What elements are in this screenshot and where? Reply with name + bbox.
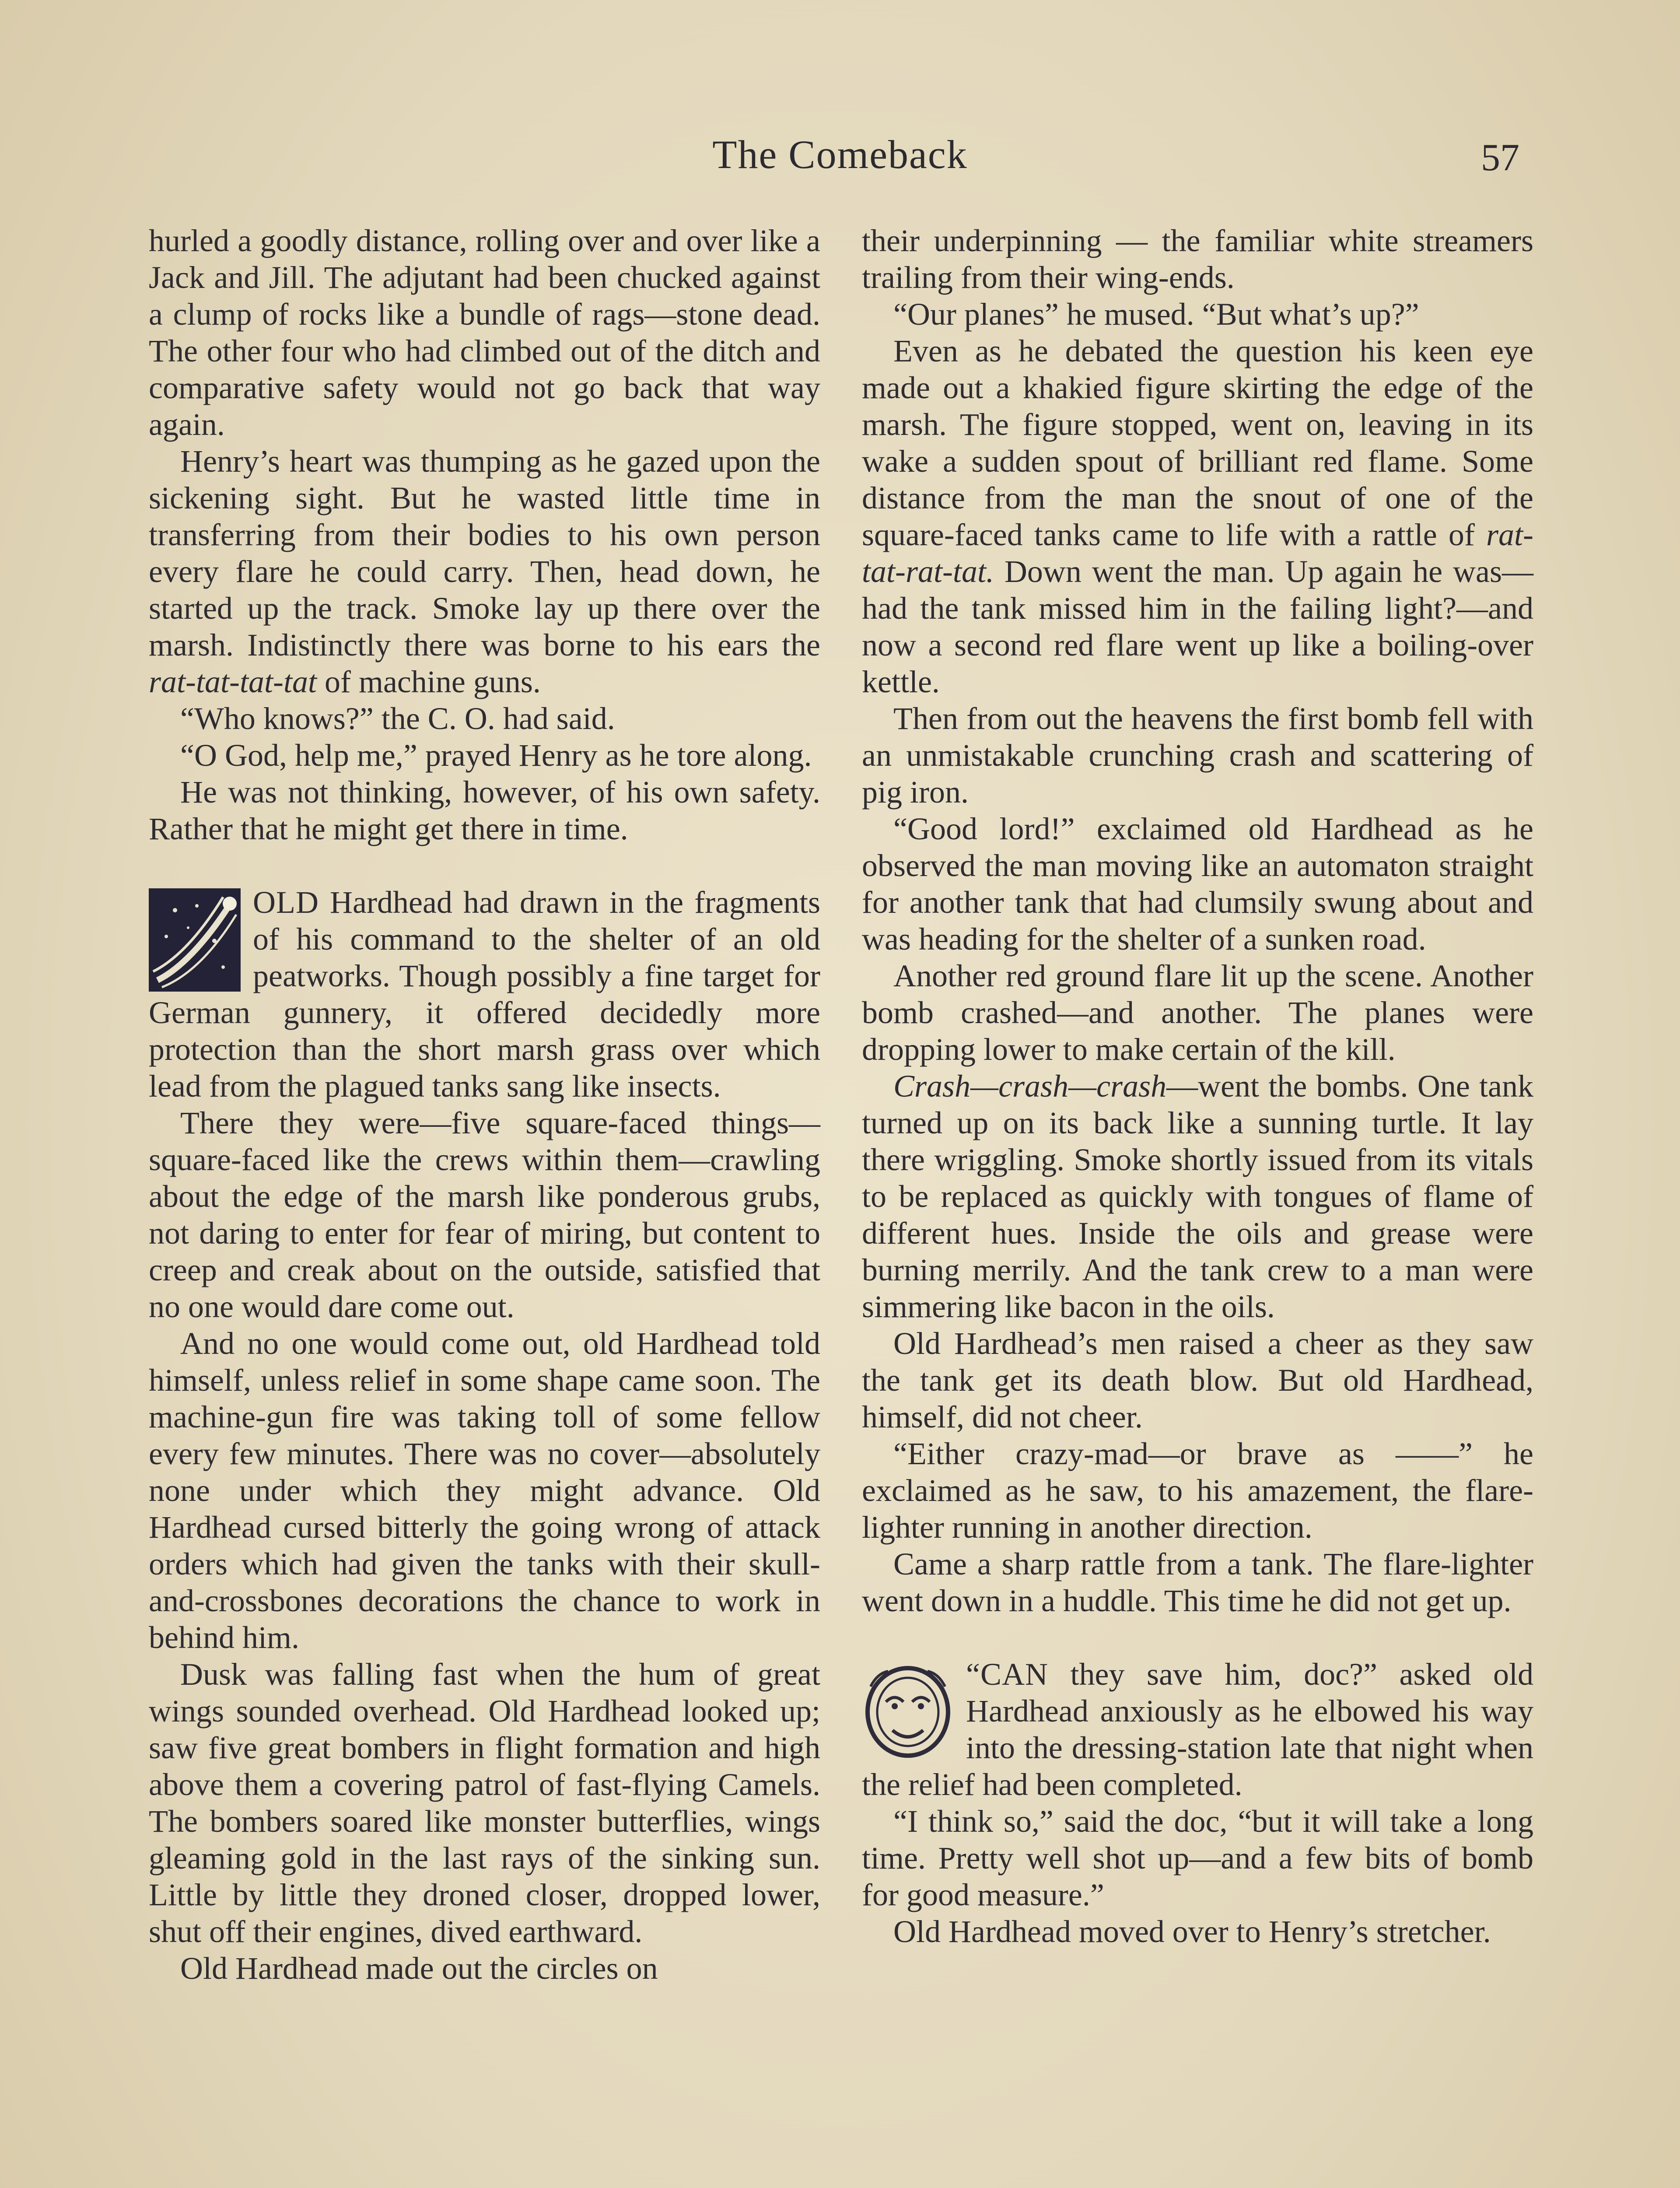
paragraph: “Either crazy-mad—or brave as ——” he exclaimed as he saw, to his amazement, the flare-lighter running in another direction. [862,1436,1533,1545]
left-column [149,222,820,1987]
paragraph: He was not thinking, however, of his own safety. Rather that he might get there in time. [149,775,820,846]
paragraph: Henry’s heart was thumping as he gazed upon the sickening sight. But he wasted little time in transferring from their bodies to his own person every flare he could carry. Then, head down, he started up the track. Smoke lay up there over the marsh. Indistinctly there was borne to his ears the rat-tat-tat-tat of machine guns. [149,444,820,699]
italic-text: Crash—crash—crash [893,1069,1167,1104]
paragraph: their underpinning — the familiar white streamers trailing from their wing-ends. [862,223,1533,295]
italic-text: rat-tat-rat-tat. [862,517,1533,589]
paragraph: “Our planes” he mused. “But what’s up?” [893,297,1419,332]
lead-word: OLD [253,885,319,920]
section-opening-paragraph: OLD Hardhead had drawn in the fragments of his command to the shelter of an old peatworks. Though possibly a fine target for German gunnery, it offered decidedly more protection than the short marsh grass over which lead from the plagued tanks sang like insects. [149,885,820,1104]
paragraph: Came a sharp rattle from a tank. The flare-lighter went down in a huddle. This time he did not get up. [862,1546,1533,1618]
paragraph: Old Hardhead’s men raised a cheer as they saw the tank get its death blow. But old Hardhead, himself, did not cheer. [862,1326,1533,1434]
page-number: 57 [1481,137,1519,179]
paragraph: Then from out the heavens the first bomb fell with an unmistakable crunching crash and scattering of pig iron. [862,701,1533,810]
paragraph: Old Hardhead moved over to Henry’s stretcher. [893,1914,1491,1949]
paragraph: Dusk was falling fast when the hum of great wings sounded overhead. Old Hardhead looked up; saw five great bombers in flight formation and high above them a covering patrol of fast-flying Camels. The bombers soared like monster butterflies, wings gleaming gold in the last rays of the sinking sun. Little by little they droned closer, dropped lower, shut off their engines, dived earthward. [149,1657,820,1949]
paragraph: “O God, help me,” prayed Henry as he tore along. [180,738,812,773]
paragraph: Even as he debated the question his keen eye made out a khakied figure skirting the edge of the marsh. The figure stopped, went on, leaving in its wake a sudden spout of brilliant red flame. Some distance from the man the snout of one of the square-faced tanks came to life with a rattle of rat-tat-rat-tat. Down went the man. Up again he was—had the tank missed him in the failing light?—and now a second red flare went up like a boiling-over kettle. [862,333,1533,699]
paragraph: Crash—crash—crash—went the bombs. One tank turned up on its back like a sunning turtle. It lay there wriggling. Smoke shortly issued from its vitals to be replaced as quickly with tongues of flame of different hues. Inside the oils and grease were burning merrily. And the tank crew to a man were simmering like bacon in the oils. [862,1069,1533,1324]
paragraph: And no one would come out, old Hardhead told himself, unless relief in some shape came soon. The machine-gun fire was taking toll of some fellow every few minutes. There was no cover—absolutely none under which they might advance. Old Hardhead cursed bitterly the going wrong of attack orders which had given the tanks with their skull-and-crossbones decorations the chance to work in behind him. [149,1326,820,1655]
section-opening-paragraph: “CAN they save him, doc?” asked old Hardhead anxiously as he elbowed his way into the dressing-station late that night when the relief had been completed. [862,1657,1533,1802]
paragraph: hurled a goodly distance, rolling over and over like a Jack and Jill. The adjutant had been chucked against a clump of rocks like a bundle of rags—stone dead. The other four who had climbed out of the ditch and comparative safety would not go back that way again. [149,223,820,442]
paragraph: “I think so,” said the doc, “but it will take a long time. Pretty well shot up—and a few bits of bomb for good measure.” [862,1804,1533,1912]
comet-ornament-icon [149,888,241,992]
paragraph: “Good lord!” exclaimed old Hardhead as he observed the man moving like an automaton straight for another tank that had clumsily swung about and was heading for the shelter of a sunken road. [862,811,1533,957]
italic-text: rat-tat-tat-tat [149,664,317,699]
paragraph: “Who knows?” the C. O. had said. [180,701,615,736]
running-head-title: The Comeback [712,132,968,177]
paragraph: Another red ground flare lit up the scene. Another bomb crashed—and another. The planes were dropping lower to make certain of the kill. [862,958,1533,1067]
face-ornament-icon [862,1660,954,1764]
lead-word: “CAN [966,1657,1048,1692]
right-column [862,222,1533,1950]
paragraph: There they were—five square-faced things—square-faced like the crews within them—crawling about the edge of the marsh like ponderous grubs, not daring to enter for fear of miring, but content to creep and creak about on the outside, satisfied that no one would dare come out. [149,1105,820,1324]
paragraph: Old Hardhead made out the circles on [180,1951,658,1986]
